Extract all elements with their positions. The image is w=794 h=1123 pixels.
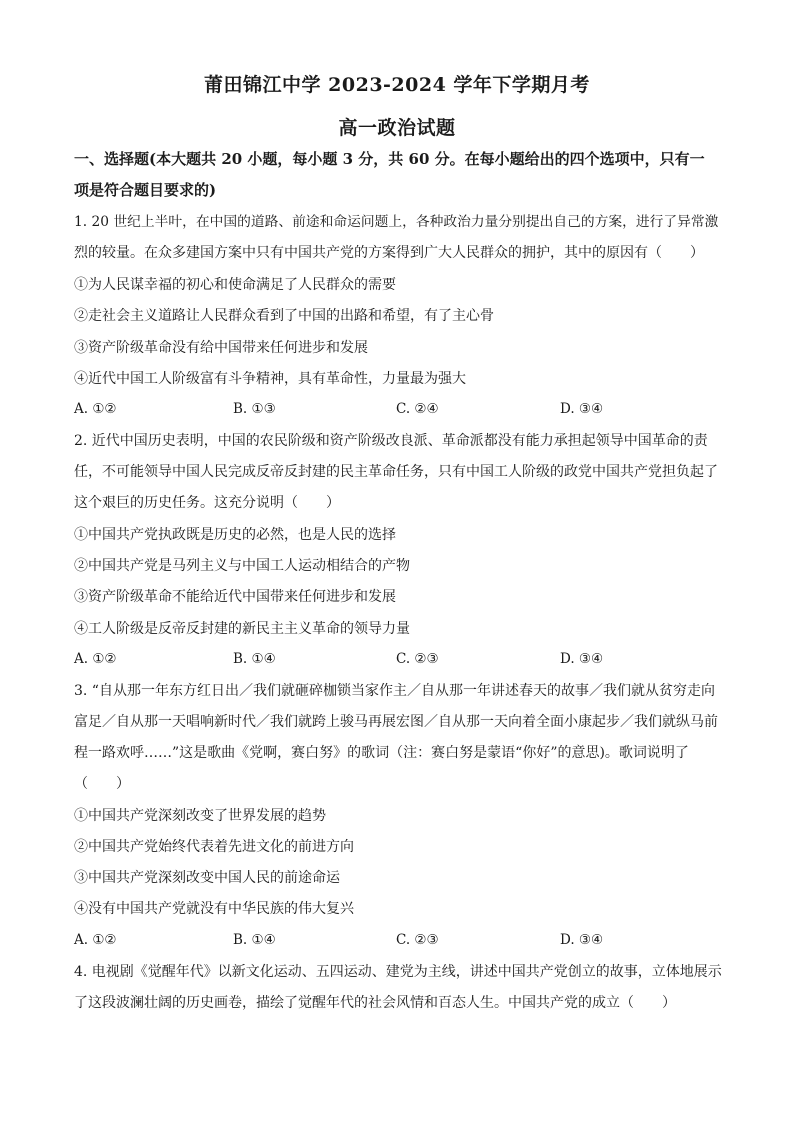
q2-option-a[interactable]: A. ①② [74, 651, 117, 667]
q4-stem-line1: 4. 电视剧《觉醒年代》以新文化运动、五四运动、建党为主线，讲述中国共产党创立的故事，立体地展示 [74, 964, 722, 980]
q3-option-b[interactable]: B. ①④ [233, 932, 276, 948]
q1-option-a[interactable]: A. ①② [74, 401, 117, 417]
q1-options [74, 401, 724, 419]
q1-item-4: ④近代中国工人阶级富有斗争精神，具有革命性，力量最为强大 [74, 371, 466, 387]
exam-title: 莆田锦江中学 2023-2024 学年下学期月考 [204, 74, 590, 96]
q3-stem-line4: （ ） [74, 776, 130, 792]
q2-option-c[interactable]: C. ②③ [396, 651, 439, 667]
q3-options [74, 932, 724, 950]
q3-item-2: ②中国共产党始终代表着先进文化的前进方向 [74, 839, 354, 855]
q2-stem-line3: 这个艰巨的历史任务。这充分说明（ ） [74, 495, 340, 511]
q2-options [74, 651, 724, 669]
q1-option-d[interactable]: D. ③④ [560, 401, 604, 417]
q1-item-3: ③资产阶级革命没有给中国带来任何进步和发展 [74, 340, 368, 356]
section-instructions-line1: 一、选择题(本大题共 20 小题，每小题 3 分，共 60 分。在每小题给出的四个选项中，只有一 [74, 150, 705, 168]
q2-item-2: ②中国共产党是马列主义与中国工人运动相结合的产物 [74, 558, 410, 574]
q2-option-b[interactable]: B. ①④ [233, 651, 276, 667]
q2-item-1: ①中国共产党执政既是历史的必然，也是人民的选择 [74, 527, 396, 543]
exam-subtitle: 高一政治试题 [338, 117, 456, 139]
q2-stem-line1: 2. 近代中国历史表明，中国的农民阶级和资产阶级改良派、革命派都没有能力承担起领导中国革命的责 [74, 433, 708, 449]
q3-option-c[interactable]: C. ②③ [396, 932, 439, 948]
q3-item-1: ①中国共产党深刻改变了世界发展的趋势 [74, 808, 326, 824]
q3-option-a[interactable]: A. ①② [74, 932, 117, 948]
q2-option-d[interactable]: D. ③④ [560, 651, 604, 667]
q4-stem-line2: 了这段波澜壮阔的历史画卷，描绘了觉醒年代的社会风情和百态人生。中国共产党的成立（ ） [74, 995, 676, 1011]
q1-option-b[interactable]: B. ①③ [233, 401, 276, 417]
q3-stem-line2: 富足／自从那一天唱响新时代／我们就跨上骏马再展宏图／自从那一天向着全面小康起步／我们就纵马前 [74, 714, 718, 730]
q3-item-3: ③中国共产党深刻改变中国人民的前途命运 [74, 870, 340, 886]
q1-option-c[interactable]: C. ②④ [396, 401, 439, 417]
q1-stem-line1: 1. 20 世纪上半叶，在中国的道路、前途和命运问题上，各种政治力量分别提出自己的方案，进行了异常激 [74, 214, 719, 230]
q1-item-2: ②走社会主义道路让人民群众看到了中国的出路和希望，有了主心骨 [74, 308, 494, 324]
q1-item-1: ①为人民谋幸福的初心和使命满足了人民群众的需要 [74, 277, 396, 293]
section-instructions-line2: 项是符合题目要求的) [74, 181, 217, 199]
q3-stem-line3: 程一路欢呼……”这是歌曲《党啊，赛白努》的歌词（注：赛白努是蒙语“你好”的意思)。歌词说明了 [74, 745, 689, 761]
q2-stem-line2: 任，不可能领导中国人民完成反帝反封建的民主革命任务，只有中国工人阶级的政党中国共产党担负起了 [74, 464, 718, 480]
q3-option-d[interactable]: D. ③④ [560, 932, 604, 948]
q1-stem-line2: 烈的较量。在众多建国方案中只有中国共产党的方案得到广大人民群众的拥护，其中的原因有（ ） [74, 245, 704, 261]
q2-item-4: ④工人阶级是反帝反封建的新民主主义革命的领导力量 [74, 621, 410, 637]
q3-item-4: ④没有中国共产党就没有中华民族的伟大复兴 [74, 901, 354, 917]
q2-item-3: ③资产阶级革命不能给近代中国带来任何进步和发展 [74, 589, 396, 605]
q3-stem-line1: 3. “自从那一年东方红日出／我们就砸碎枷锁当家作主／自从那一年讲述春天的故事／我们就从贫穷走向 [74, 683, 715, 699]
